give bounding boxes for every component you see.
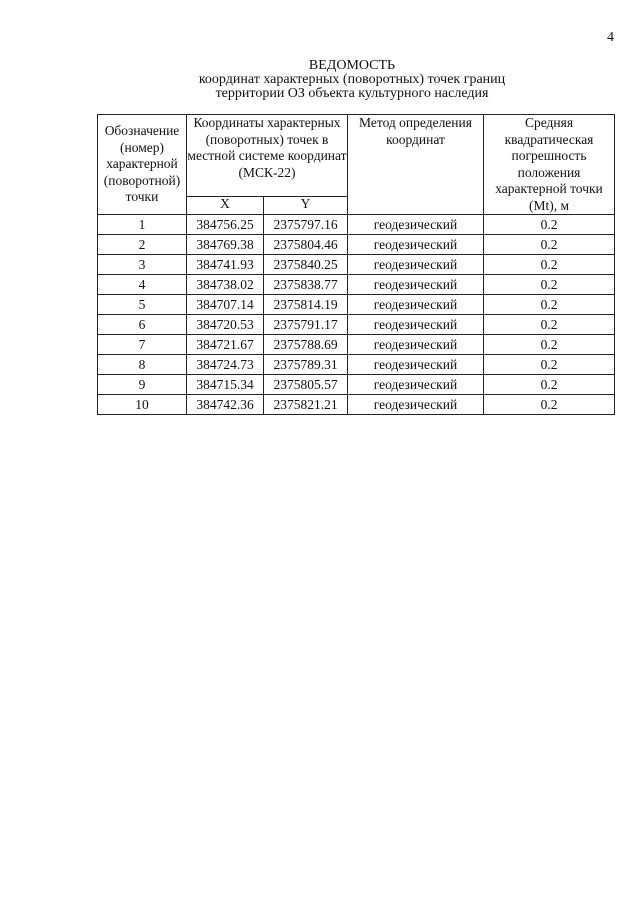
cell-x: 384720.53 — [187, 315, 264, 335]
cell-id: 8 — [98, 355, 187, 375]
cell-id: 4 — [98, 275, 187, 295]
coordinates-table — [97, 114, 615, 415]
cell-x: 384721.67 — [187, 335, 264, 355]
cell-error: 0.2 — [484, 395, 615, 415]
cell-method: геодезический — [348, 355, 484, 375]
cell-error: 0.2 — [484, 275, 615, 295]
cell-x: 384741.93 — [187, 255, 264, 275]
header-y: Y — [264, 196, 348, 214]
cell-y: 2375805.57 — [264, 375, 348, 395]
cell-method: геодезический — [348, 395, 484, 415]
table-row — [98, 395, 615, 415]
cell-y: 2375840.25 — [264, 255, 348, 275]
cell-id: 7 — [98, 335, 187, 355]
cell-method: геодезический — [348, 235, 484, 255]
cell-y: 2375789.31 — [264, 355, 348, 375]
table-row — [98, 315, 615, 335]
cell-error: 0.2 — [484, 255, 615, 275]
header-method: Метод определения координат — [348, 115, 484, 215]
cell-error: 0.2 — [484, 235, 615, 255]
cell-id: 10 — [98, 395, 187, 415]
cell-id: 1 — [98, 215, 187, 235]
title-line-2: территории ОЗ объекта культурного наследия — [215, 86, 489, 101]
cell-x: 384742.36 — [187, 395, 264, 415]
cell-y: 2375797.16 — [264, 215, 348, 235]
table-row — [98, 235, 615, 255]
header-error: Средняя квадратическая погрешность положения характерной точки (Mt), м — [484, 115, 615, 215]
table-row — [98, 215, 615, 235]
cell-x: 384738.02 — [187, 275, 264, 295]
cell-method: геодезический — [348, 295, 484, 315]
cell-error: 0.2 — [484, 295, 615, 315]
page-number: 4 — [607, 30, 614, 45]
cell-y: 2375788.69 — [264, 335, 348, 355]
cell-y: 2375838.77 — [264, 275, 348, 295]
cell-error: 0.2 — [484, 215, 615, 235]
cell-method: геодезический — [348, 335, 484, 355]
cell-x: 384707.14 — [187, 295, 264, 315]
cell-y: 2375821.21 — [264, 395, 348, 415]
cell-error: 0.2 — [484, 375, 615, 395]
cell-id: 5 — [98, 295, 187, 315]
title-main: ВЕДОМОСТЬ — [308, 58, 396, 73]
cell-y: 2375814.19 — [264, 295, 348, 315]
cell-method: геодезический — [348, 375, 484, 395]
cell-error: 0.2 — [484, 355, 615, 375]
cell-error: 0.2 — [484, 335, 615, 355]
document-title — [0, 58, 640, 101]
cell-x: 384769.38 — [187, 235, 264, 255]
cell-x: 384715.34 — [187, 375, 264, 395]
table-row — [98, 335, 615, 355]
table-row — [98, 375, 615, 395]
cell-id: 2 — [98, 235, 187, 255]
cell-x: 384756.25 — [187, 215, 264, 235]
cell-method: геодезический — [348, 215, 484, 235]
header-point-id: Обозначение (номер) характерной (поворотной) точки — [98, 115, 187, 215]
cell-method: геодезический — [348, 255, 484, 275]
table-row — [98, 355, 615, 375]
cell-method: геодезический — [348, 315, 484, 335]
cell-y: 2375804.46 — [264, 235, 348, 255]
cell-x: 384724.73 — [187, 355, 264, 375]
cell-error: 0.2 — [484, 315, 615, 335]
cell-id: 6 — [98, 315, 187, 335]
cell-id: 9 — [98, 375, 187, 395]
cell-method: геодезический — [348, 275, 484, 295]
title-line-1: координат характерных (поворотных) точек границ — [198, 72, 506, 87]
cell-y: 2375791.17 — [264, 315, 348, 335]
table-row — [98, 275, 615, 295]
header-x: X — [187, 196, 264, 214]
table-row — [98, 295, 615, 315]
header-coordinates: Координаты характерных (поворотных) точек в местной системе координат (МСК-22) — [187, 115, 348, 197]
table-row — [98, 255, 615, 275]
table-body — [98, 215, 615, 415]
cell-id: 3 — [98, 255, 187, 275]
